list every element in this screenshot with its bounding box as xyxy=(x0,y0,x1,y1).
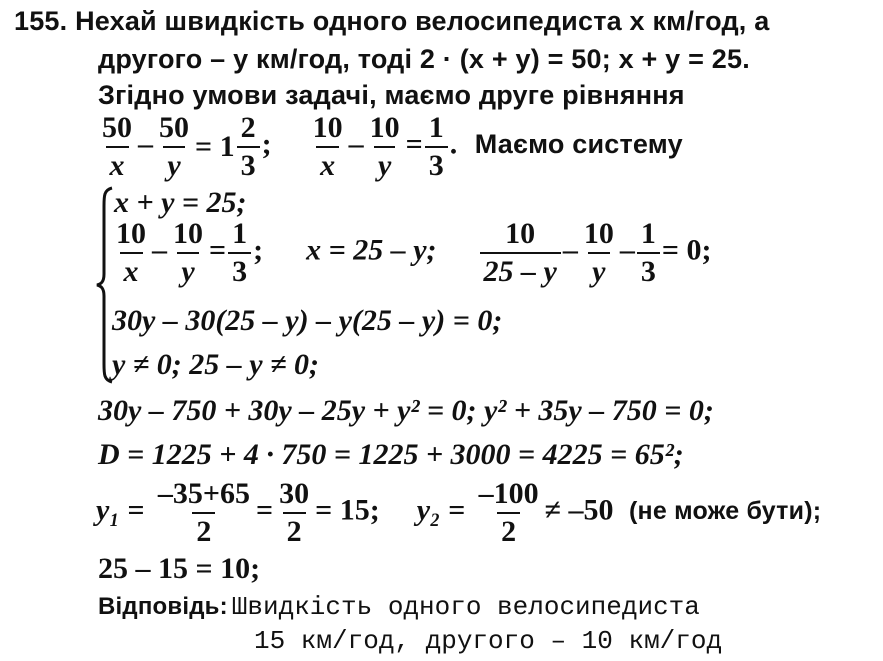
fraction: $\frac{10}{y}$ xyxy=(369,111,400,182)
intro-line-3: Згідно умови задачі, маємо друге рівняння xyxy=(98,80,685,110)
fraction: $\frac{50}{y}$ xyxy=(159,111,189,182)
system-row-2: $\frac{10}{x}$ – $\frac{10}{y}$ = $\frac{1}{3}$ ; x = 25 – y; $\frac{10}{25 - y}$ – $\frac{10}{y}$ – $\frac{1}{3}$ = 0; xyxy=(116,217,712,288)
answer-line-2: 15 км/год, другого – 10 км/год xyxy=(254,626,723,656)
answer-text-1: Швидкість одного велосипедиста xyxy=(231,592,700,622)
system-caption: Маємо систему xyxy=(474,129,683,160)
answer-line-1 xyxy=(98,592,700,622)
system-row-4: y ≠ 0; 25 – y ≠ 0; xyxy=(112,348,320,381)
system-row-3: 30y – 30(25 – y) – y(25 – y) = 0; xyxy=(112,304,503,337)
intro-line-1 xyxy=(14,6,769,37)
problem-number: 155. xyxy=(14,6,68,36)
fraction: $\frac{-35+65}{2}$ xyxy=(157,477,250,548)
calc-line-1: 30y – 750 + 30y – 25y + y² = 0; y² + 35y – 750 = 0; xyxy=(98,394,714,427)
fraction: $\frac{-100}{2}$ xyxy=(478,477,539,548)
equation-line: $\frac{50}{x}$ – $\frac{50}{y}$ = 1 $\frac{2}{3}$ ; $\frac{10}{x}$ – $\frac{10}{y}$ = $\frac{1}{3}$ . Маємо систему xyxy=(96,112,683,181)
mixed-number: = 1 $\frac{2}{3}$ xyxy=(195,112,262,181)
answer-label: Відповідь: xyxy=(98,593,228,620)
fraction: $\frac{30}{2}$ xyxy=(279,477,310,548)
intro-text-1: Нехай швидкість одного велосипедиста x км/год, а xyxy=(75,6,770,36)
roots-line: y₁ = $\frac{-35+65}{2}$ = $\frac{30}{2}$ = 15; y₂ = $\frac{-100}{2}$ ≠ –50 (не може бути); xyxy=(96,477,822,548)
calc-line-4: 25 – 15 = 10; xyxy=(98,552,261,585)
calc-line-2: D = 1225 + 4 · 750 = 1225 + 3000 = 4225 = 65²; xyxy=(98,438,684,471)
fraction: $\frac{10}{x}$ xyxy=(312,111,343,182)
fraction: $\frac{50}{x}$ xyxy=(102,111,132,182)
intro-line-2: другого – y км/год, тоді 2 · (x + y) = 50; x + y = 25. xyxy=(98,44,750,74)
fraction: $\frac{1}{3}$ xyxy=(425,112,448,181)
system-row-1: x + y = 25; xyxy=(114,186,247,219)
